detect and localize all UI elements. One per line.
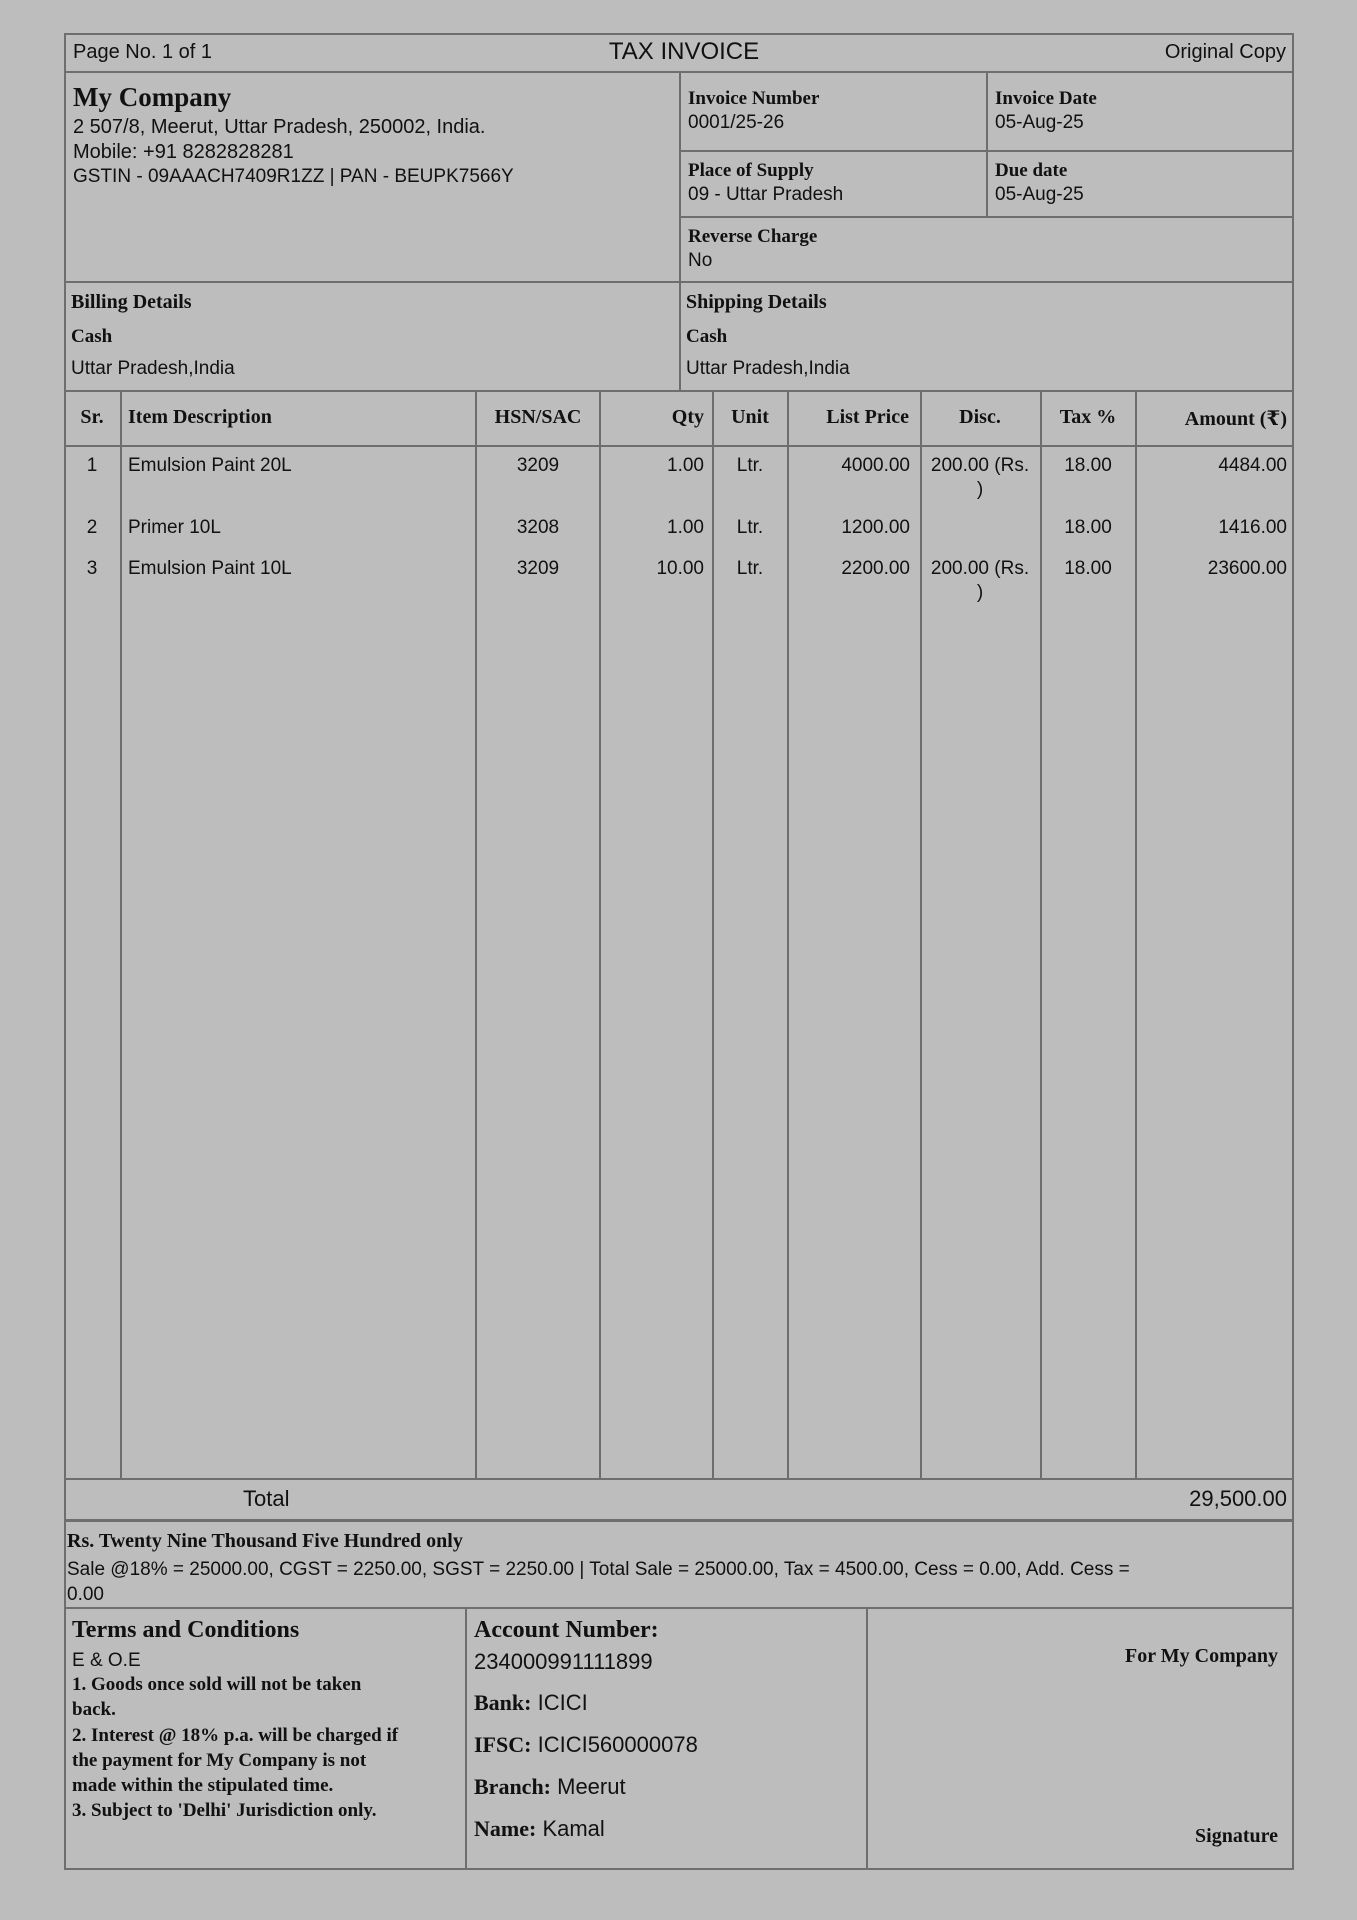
place-of-supply: 09 - Uttar Pradesh — [688, 184, 844, 205]
table-row-unit: Ltr. — [736, 455, 764, 476]
page-title: TAX INVOICE — [608, 38, 760, 65]
company-address: 2 507/8, Meerut, Uttar Pradesh, 250002, India. — [73, 116, 486, 138]
due-date: 05-Aug-25 — [995, 184, 1084, 205]
table-row-tax: 18.00 — [1064, 455, 1112, 476]
col-disc: Disc. — [959, 406, 1001, 428]
terms-line-2: 2. Interest @ 18% p.a. will be charged if — [72, 1725, 399, 1746]
table-row-hsn: 3209 — [516, 558, 560, 579]
table-row-disc-close: ) — [976, 479, 984, 500]
account-name: Kamal — [542, 1816, 605, 1841]
table-row-hsn: 3209 — [516, 455, 560, 476]
table-row-tax: 18.00 — [1064, 517, 1112, 538]
ifsc-line — [474, 1732, 698, 1758]
ifsc-label: IFSC: — [474, 1732, 532, 1757]
table-row-amount: 4484.00 — [1218, 455, 1287, 476]
total-label: Total — [243, 1486, 290, 1511]
table-row-qty: 1.00 — [667, 517, 704, 538]
col-list-price: List Price — [826, 406, 909, 428]
invoice-date: 05-Aug-25 — [995, 112, 1084, 133]
table-row-amount: 1416.00 — [1218, 517, 1287, 538]
signature-label: Signature — [1195, 1825, 1278, 1847]
account-name-line — [474, 1816, 605, 1842]
billing-label: Billing Details — [71, 291, 192, 313]
reverse-charge: No — [688, 250, 713, 271]
table-row-unit: Ltr. — [736, 558, 764, 579]
table-row-qty: 10.00 — [656, 558, 704, 579]
bank-line — [474, 1690, 588, 1716]
page-number: Page No. 1 of 1 — [73, 41, 212, 63]
account-number: 234000991111899 — [474, 1649, 653, 1674]
terms-line-3: 3. Subject to 'Delhi' Jurisdiction only. — [72, 1800, 377, 1821]
tax-summary-cont: 0.00 — [67, 1584, 104, 1605]
table-row-unit: Ltr. — [736, 517, 764, 538]
place-of-supply-label: Place of Supply — [688, 160, 814, 181]
terms-eoe: E & O.E — [72, 1650, 141, 1671]
table-row-price: 4000.00 — [841, 455, 910, 476]
company-name: My Company — [73, 82, 232, 112]
company-tax-ids: GSTIN - 09AAACH7409R1ZZ | PAN - BEUPK7566Y — [73, 166, 514, 187]
table-row-disc: 200.00 (Rs. — [930, 558, 1030, 579]
for-company: For My Company — [1125, 1645, 1278, 1667]
col-sr: Sr. — [80, 406, 104, 428]
terms-line-1: 1. Goods once sold will not be taken — [72, 1674, 362, 1695]
branch-label: Branch: — [474, 1774, 551, 1799]
invoice-number-label: Invoice Number — [688, 88, 820, 109]
table-row-disc: 200.00 (Rs. — [930, 455, 1030, 476]
billing-address: Uttar Pradesh,India — [71, 358, 235, 379]
col-description: Item Description — [128, 406, 272, 428]
table-row-sr: 1 — [86, 455, 98, 476]
table-row-desc: Emulsion Paint 10L — [128, 558, 292, 579]
table-row-sr: 3 — [86, 558, 98, 579]
bank-label: Bank: — [474, 1690, 532, 1715]
terms-title: Terms and Conditions — [72, 1617, 300, 1643]
company-mobile: Mobile: +91 8282828281 — [73, 141, 294, 163]
table-row-hsn: 3208 — [516, 517, 560, 538]
ifsc-code: ICICI560000078 — [537, 1732, 698, 1757]
table-row-desc: Emulsion Paint 20L — [128, 455, 292, 476]
table-row-qty: 1.00 — [667, 455, 704, 476]
invoice-date-label: Invoice Date — [995, 88, 1097, 109]
table-row-tax: 18.00 — [1064, 558, 1112, 579]
table-row-disc-close: ) — [976, 582, 984, 603]
table-row-sr: 2 — [86, 517, 98, 538]
table-row-price: 2200.00 — [841, 558, 910, 579]
table-row-price: 1200.00 — [841, 517, 910, 538]
table-row-desc: Primer 10L — [128, 517, 221, 538]
col-tax: Tax % — [1059, 406, 1117, 428]
terms-line-2-cont: the payment for My Company is not — [72, 1750, 367, 1771]
col-qty: Qty — [671, 406, 704, 428]
copy-label: Original Copy — [1164, 41, 1286, 63]
col-amount: Amount (₹) — [1184, 408, 1287, 430]
terms-line-2-end: made within the stipulated time. — [72, 1775, 334, 1796]
table-row-amount: 23600.00 — [1207, 558, 1287, 579]
account-name-label: Name: — [474, 1816, 537, 1841]
reverse-charge-label: Reverse Charge — [688, 226, 818, 247]
col-unit: Unit — [731, 406, 769, 428]
shipping-label: Shipping Details — [686, 291, 827, 313]
shipping-name: Cash — [686, 326, 728, 347]
invoice-number: 0001/25-26 — [688, 112, 785, 133]
col-hsn: HSN/SAC — [494, 406, 582, 428]
tax-summary: Sale @18% = 25000.00, CGST = 2250.00, SGST = 2250.00 | Total Sale = 25000.00, Tax = 4500.00, Cess = 0.00, Add. Cess = — [67, 1559, 1130, 1580]
total-value: 29,500.00 — [1189, 1486, 1287, 1511]
bank-name: ICICI — [537, 1690, 588, 1715]
branch-name: Meerut — [557, 1774, 626, 1799]
terms-line-1-cont: back. — [72, 1699, 116, 1720]
due-date-label: Due date — [995, 160, 1068, 181]
branch-line — [474, 1774, 626, 1800]
shipping-address: Uttar Pradesh,India — [686, 358, 850, 379]
amount-in-words: Rs. Twenty Nine Thousand Five Hundred only — [67, 1530, 463, 1552]
account-number-label: Account Number: — [474, 1617, 659, 1643]
billing-name: Cash — [71, 326, 113, 347]
